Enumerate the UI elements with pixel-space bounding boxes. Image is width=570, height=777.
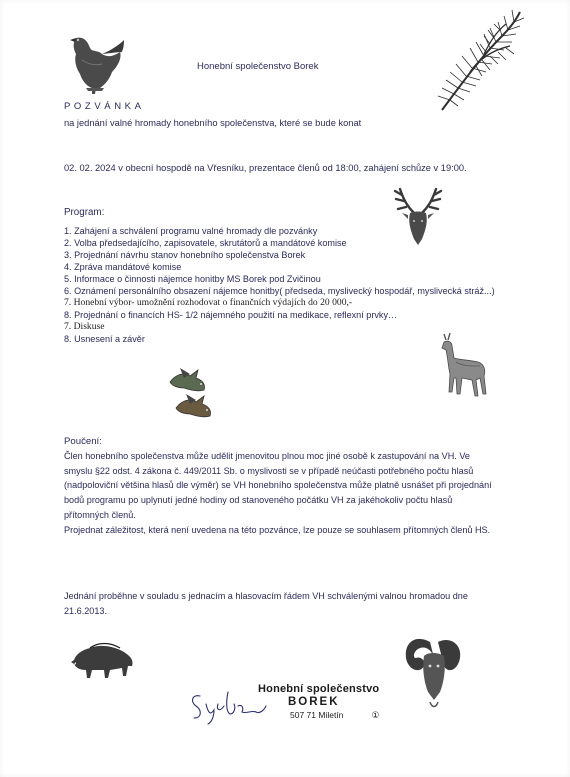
stamp-line-2: BOREK <box>288 696 340 708</box>
program-item: 3. Projednání návrhu stanov honebního společenstva Borek <box>64 250 306 260</box>
ducks-icon <box>164 364 220 422</box>
program-item: 7. Diskuse <box>64 321 105 332</box>
program-item: 2. Volba předsedajícího, zapisovatele, skrutátorů a mandátové komise <box>64 238 347 248</box>
stamp-address: 507 71 Miletín <box>290 710 344 720</box>
wild-boar-icon <box>70 640 138 682</box>
notice-title: Poučení: <box>64 436 102 447</box>
association-title: Honební společenstvo Borek <box>197 61 319 72</box>
invitation-heading: POZVÁNKA <box>64 101 145 112</box>
stamp-line-3 <box>290 710 398 721</box>
capercaillie-icon <box>62 30 130 98</box>
stamp-mark: ① <box>371 710 380 720</box>
notice-paragraph: Projednat záležitost, která není uvedena na této pozvánce, lze pouze se souhlasem přítomných členů HS. <box>64 524 491 535</box>
program-item: 8. Usnesení a závěr <box>64 334 145 344</box>
closing-statement: Jednání proběhne v souladu s jednacím a hlasovacím řádem VH schválenými valnou hromadou dne 21.6.2013. <box>64 591 468 616</box>
program-item: 4. Zpráva mandátové komise <box>64 262 182 272</box>
notice-paragraph: Člen honebního společenstva může udělit jmenovitou plnou moc jiné osobě k zastupování na VH. Ve smyslu §22 odst. 4 zákona č. 449/2011 Sb. o myslivosti se v případě neúčasti potřebného počtu hlasů (nadpoloviční většina hlasů dle výměr) se VH honebního společenstva může platně usnášet při projednání bodů programu po uplynutí jedné hodiny od stanoveného počátku VH za jakéhokoliv počtu hlasů přítomných členů. <box>64 451 492 520</box>
spruce-branch-icon <box>420 6 530 118</box>
invitation-subtitle: na jednání valné hromady honebního společenstva, které se bude konat <box>64 118 362 128</box>
program-list <box>64 225 495 345</box>
notice-body <box>64 449 494 537</box>
stamp-line-1: Honební společenstvo <box>258 683 380 695</box>
association-stamp <box>258 683 398 721</box>
program-item: 6. Oznámení personálního obsazení nájemce honitby( předseda, myslivecký hospodář, myslivecká stráž...) <box>64 286 495 296</box>
mouflon-icon <box>400 628 466 714</box>
program-title: Program: <box>64 207 105 218</box>
program-item: 5. Informace o činnosti nájemce honitby MS Borek pod Zvičinou <box>64 274 321 284</box>
program-item: 1. Zahájení a schválení programu valné hromady dle pozvánky <box>64 226 318 236</box>
roe-deer-icon <box>436 332 496 402</box>
program-item: 8. Projednání o financích HS- 1/2 nájemného použití na medikace, reflexní prvky… <box>64 310 398 320</box>
program-item: 7. Honební výbor- umožnění rozhodovat o finančních výdajích do 20 000,- <box>64 297 353 308</box>
meeting-date-line: 02. 02. 2024 v obecní hospodě na Vřesníku, prezentace členů od 18:00, zahájení schůze v 19:00. <box>64 163 467 173</box>
